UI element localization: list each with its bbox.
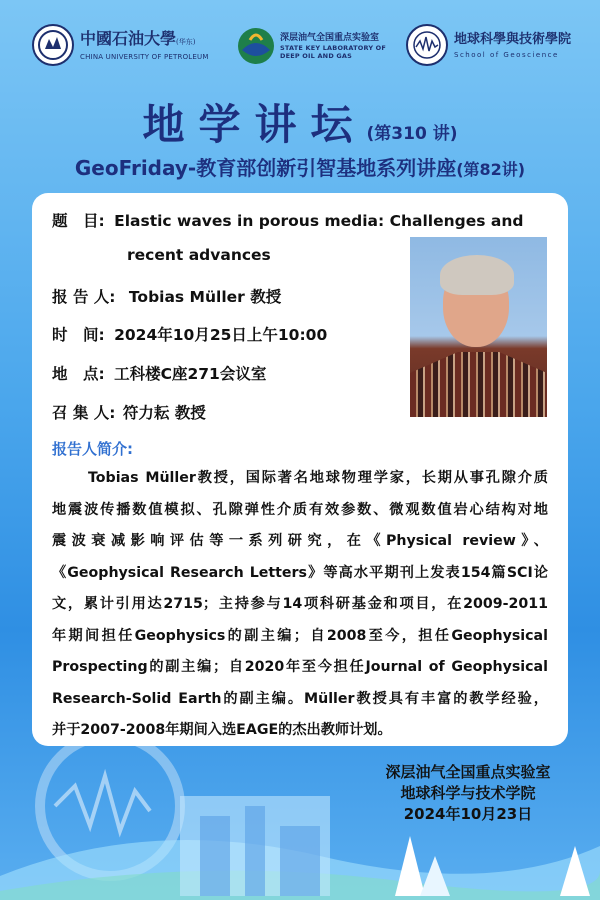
topic-row: [52, 209, 523, 231]
time-value: 2024年10月25日上午10:00: [114, 326, 328, 344]
bio-line: 地震波传播数值模拟、孔隙弹性介质有效参数、微观数值岩心结构对地: [52, 501, 548, 518]
lab-logo: [236, 26, 386, 66]
lab-name-cn: 深层油气全国重点实验室: [280, 33, 380, 43]
lab-emblem-icon: [236, 26, 276, 66]
page-title-main: 地学讲坛: [142, 100, 367, 149]
bio-text: [52, 463, 548, 747]
speaker-photo: [410, 237, 547, 417]
signature-date: 2024年10月23日: [403, 805, 533, 823]
bio-line: 年期间担任Geophysics的副主编；自2008至今，担任Geophysical: [52, 627, 548, 644]
bio-line: Tobias Müller教授，国际著名地球物理学家，长期从事孔隙介质: [88, 470, 548, 486]
university-logo: [32, 24, 209, 66]
lab-name-en-1: STATE KEY LABORATORY OF: [280, 44, 387, 52]
university-name-cn: 中國石油大學: [80, 28, 177, 48]
bio-line: Prospecting的副主编；自2020年至今担任Journal of Geophysical: [52, 659, 548, 675]
page-subtitle-issue: (第82讲): [456, 160, 526, 179]
topic-label: 题 目:: [52, 212, 105, 230]
university-name-en: CHINA UNIVERSITY OF PETROLEUM: [80, 52, 209, 61]
signature-org-1: 深层油气全国重点实验室: [385, 763, 551, 781]
speaker-label: 报 告 人:: [52, 288, 116, 306]
page-title-issue: (第310 讲): [366, 124, 458, 144]
header: [0, 0, 600, 90]
topic-line-2: recent advances: [127, 246, 271, 264]
place-value: 工科楼C座271会议室: [114, 365, 267, 383]
host-value: 符力耘 教授: [122, 404, 206, 422]
place-label: 地 点:: [52, 365, 105, 383]
bio-line: Research-Solid Earth的副主编。Müller教授具有丰富的教学经验，: [52, 690, 548, 707]
signature-block: [368, 762, 568, 825]
speaker-name: Tobias Müller 教授: [128, 288, 282, 306]
university-campus-tag: (华东): [176, 37, 196, 46]
lab-name-en-2: DEEP OIL AND GAS: [280, 52, 353, 60]
time-row: [52, 323, 327, 345]
topic-line-1: Elastic waves in porous media: Challenges and: [114, 212, 524, 230]
place-row: [52, 362, 266, 384]
bio-line: 文，累计引用达2715；主持参与14项科研基金和项目，在2009-2011: [52, 596, 548, 612]
host-label: 召 集 人:: [52, 404, 116, 422]
school-name-cn: 地球科學與技術學院: [454, 32, 572, 47]
bio-line: 并于2007-2008年期间入选EAGE的杰出教师计划。: [52, 722, 392, 738]
bio-line: 震波衰减影响评估等一系列研究，在《Physical review》、: [52, 533, 548, 549]
info-card: [32, 193, 568, 746]
school-logo: [406, 24, 571, 66]
page-subtitle: [0, 152, 600, 181]
speaker-row: [52, 285, 281, 307]
page-subtitle-text: GeoFriday-教育部创新引智基地系列讲座: [74, 156, 457, 180]
page-title: [0, 92, 600, 152]
school-emblem-icon: [406, 24, 448, 66]
time-label: 时 间:: [52, 326, 105, 344]
signature-org-2: 地球科学与技术学院: [400, 784, 536, 802]
host-row: [52, 401, 206, 423]
university-emblem-icon: [32, 24, 74, 66]
bio-heading: 报告人简介:: [52, 440, 133, 458]
bio-line: 《Geophysical Research Letters》等高水平期刊上发表154篇SCI论: [52, 564, 548, 581]
school-name-en: School of Geoscience: [454, 51, 559, 59]
